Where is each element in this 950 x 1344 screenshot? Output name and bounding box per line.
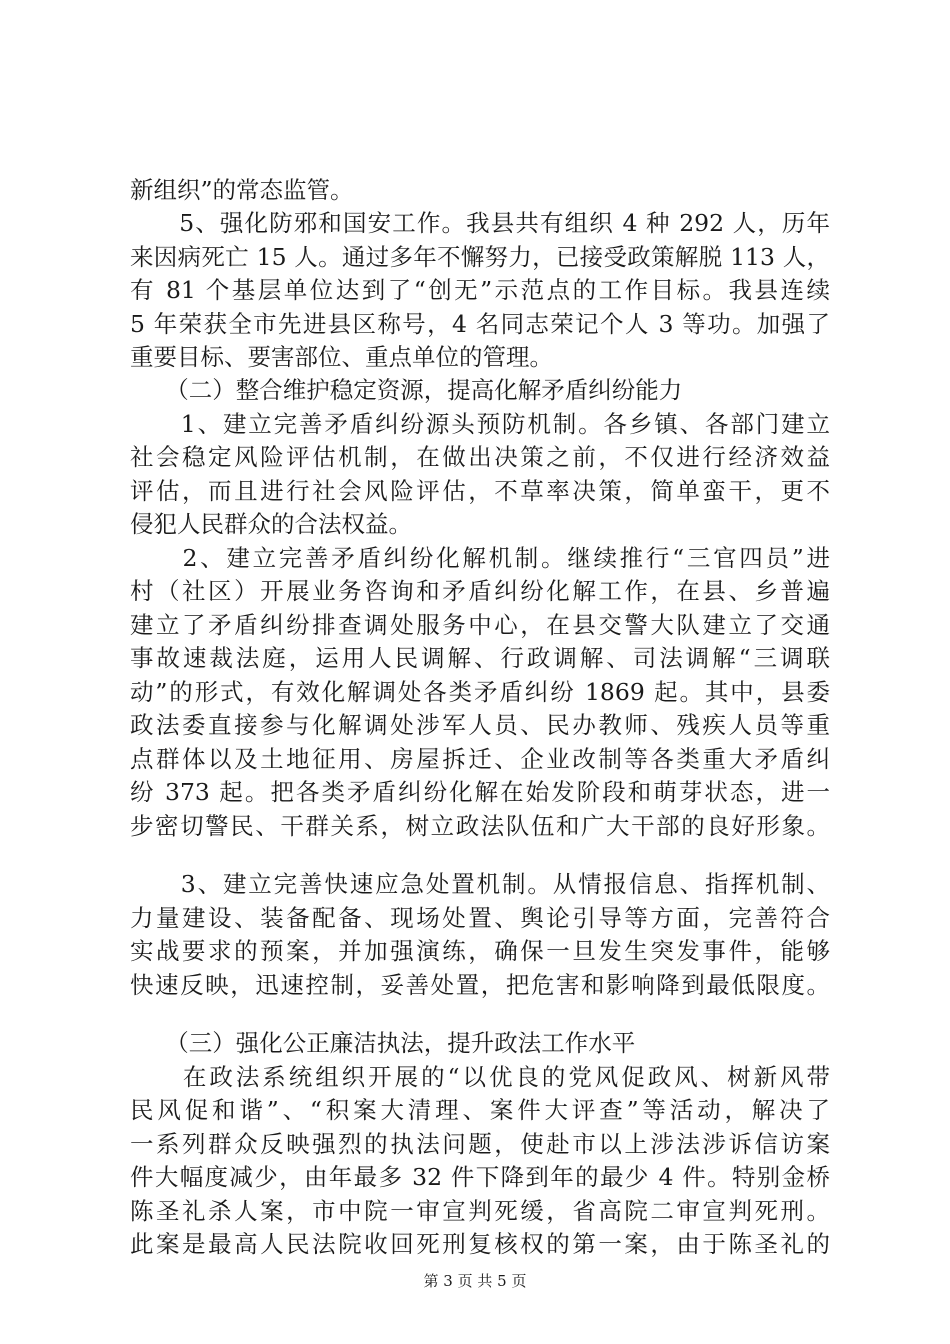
text-line: 3、建立完善快速应急处置机制。从情报信息、指挥机制、 — [130, 870, 830, 898]
text-line: 力量建设、装备配备、现场处置、舆论引导等方面，完善符合 — [130, 904, 830, 932]
text-line: 件大幅度减少，由年最多 32 件下降到年的最少 4 件。特别金桥 — [130, 1163, 830, 1191]
section-heading: （三）强化公正廉洁执法，提升政法工作水平 — [130, 1029, 636, 1057]
text-line: 事故速裁法庭，运用人民调解、行政调解、司法调解“三调联 — [130, 644, 830, 672]
text-line: 社会稳定风险评估机制，在做出决策之前，不仅进行经济效益 — [130, 443, 830, 471]
text-line: 步密切警民、干群关系，树立政法队伍和广大干部的良好形象。 — [130, 812, 830, 840]
text-line: 有 81 个基层单位达到了“创无”示范点的工作目标。我县连续 — [130, 276, 830, 304]
text-line: 纷 373 起。把各类矛盾纠纷化解在始发阶段和萌芽状态，进一 — [130, 778, 830, 806]
text-line: 1、建立完善矛盾纠纷源头预防机制。各乡镇、各部门建立 — [130, 410, 830, 438]
page-number-footer: 第 3 页 共 5 页 — [423, 1272, 527, 1290]
text-line: 此案是最高人民法院收回死刑复核权的第一案，由于陈圣礼的 — [130, 1230, 830, 1258]
text-line: 在政法系统组织开展的“以优良的党风促政风、树新风带 — [130, 1063, 830, 1091]
text-line: 评估，而且进行社会风险评估，不草率决策，简单蛮干，更不 — [130, 477, 830, 505]
text-line: 陈圣礼杀人案，市中院一审宣判死缓，省高院二审宣判死刑。 — [130, 1197, 830, 1225]
text-line: 5 年荣获全市先进县区称号，4 名同志荣记个人 3 等功。加强了 — [130, 310, 830, 338]
text-line: 2、建立完善矛盾纠纷化解机制。继续推行“三官四员”进 — [130, 544, 830, 572]
text-line: 建立了矛盾纠纷排查调处服务中心，在县交警大队建立了交通 — [130, 611, 830, 639]
text-line: 5、强化防邪和国安工作。我县共有组织 4 种 292 人，历年 — [130, 209, 830, 237]
section-heading: （二）整合维护稳定资源，提高化解矛盾纠纷能力 — [130, 376, 683, 404]
text-line: 动”的形式，有效化解调处各类矛盾纠纷 1869 起。其中，县委 — [130, 678, 830, 706]
text-line: 一系列群众反映强烈的执法问题，使赴市以上涉法涉诉信访案 — [130, 1130, 830, 1158]
text-line: 实战要求的预案，并加强演练，确保一旦发生突发事件，能够 — [130, 937, 830, 965]
text-line: 点群体以及土地征用、房屋拆迁、企业改制等各类重大矛盾纠 — [130, 745, 830, 773]
text-line: 新组织”的常态监管。 — [130, 176, 354, 204]
text-line: 来因病死亡 15 人。通过多年不懈努力，已接受政策解脱 113 人， — [130, 243, 830, 271]
text-line: 重要目标、要害部位、重点单位的管理。 — [130, 343, 553, 371]
text-line: 民风促和谐”、“积案大清理、案件大评查”等活动，解决了 — [130, 1096, 830, 1124]
text-line: 侵犯人民群众的合法权益。 — [130, 510, 412, 538]
text-line: 快速反映，迅速控制，妥善处置，把危害和影响降到最低限度。 — [130, 971, 830, 999]
text-line: 政法委直接参与化解调处涉军人员、民办教师、残疾人员等重 — [130, 711, 830, 739]
text-line: 村（社区）开展业务咨询和矛盾纠纷化解工作，在县、乡普遍 — [130, 577, 830, 605]
